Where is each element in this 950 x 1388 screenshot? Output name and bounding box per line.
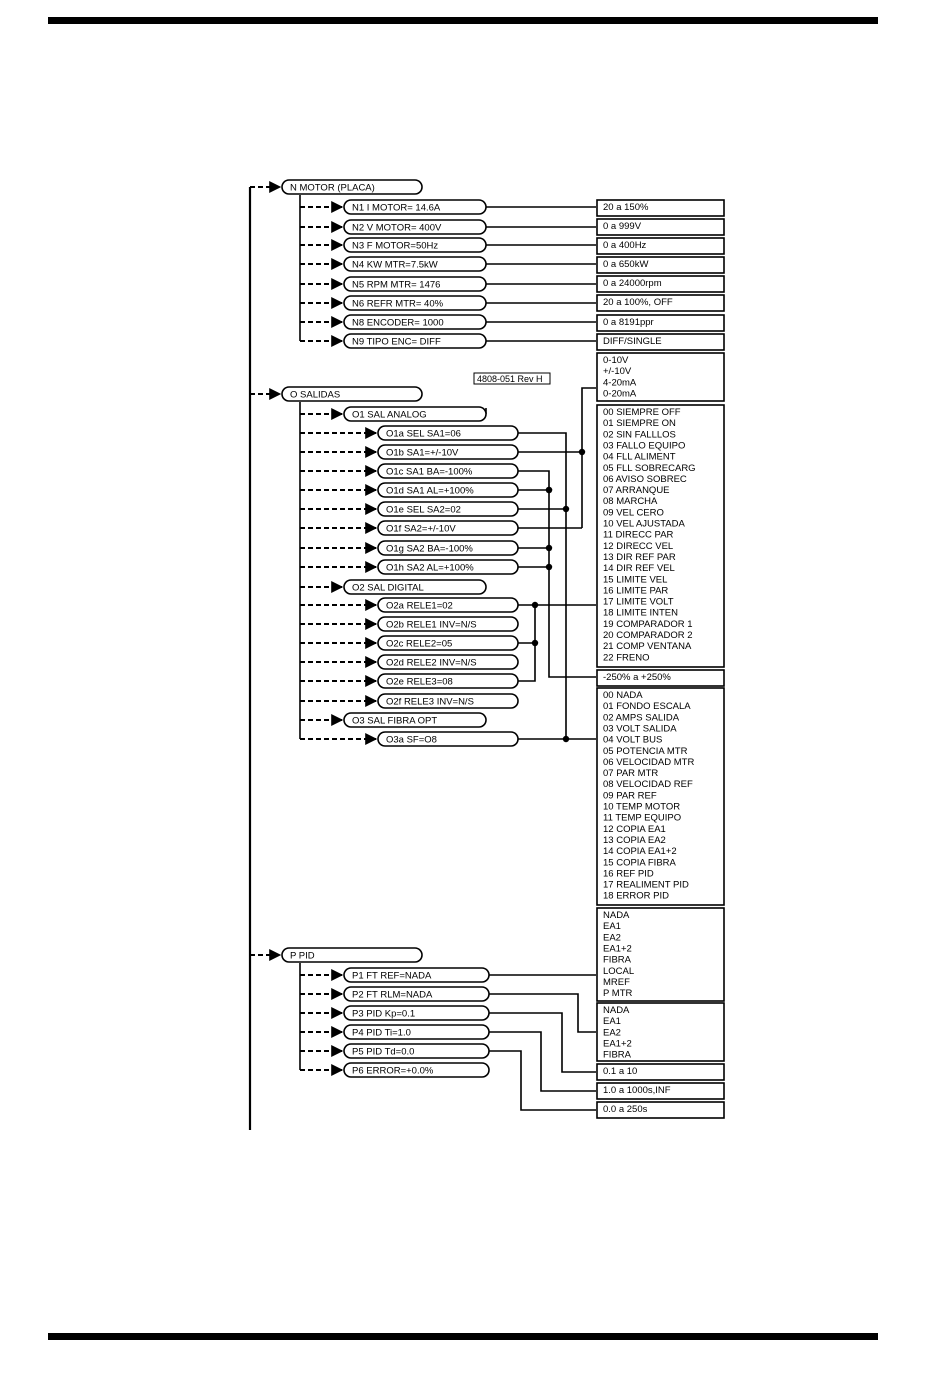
motor-param-label: N9 TIPO ENC= DIFF [352, 336, 441, 348]
motor-param-label: N1 I MOTOR= 14.6A [352, 202, 441, 214]
salidas-param-label: O1h SA2 AL=+100% [386, 562, 474, 574]
pid-param-label: P4 PID Ti=1.0 [352, 1027, 411, 1039]
relay-options-box-line: 02 SIN FALLLOS [603, 429, 676, 441]
relay-options-box-line: 08 MARCHA [603, 496, 658, 508]
pid-ref-options-box-line: P MTR [603, 988, 633, 1000]
salidas-param-label: O1f SA2=+/-10V [386, 523, 456, 535]
volt-path [518, 388, 596, 452]
salidas-param-label: O1b SA1=+/-10V [386, 447, 459, 459]
motor-param-label: N8 ENCODER= 1000 [352, 317, 444, 329]
salidas-param-label: O2e RELE3=08 [386, 676, 453, 688]
analog-options-box-line: 15 COPIA FIBRA [603, 857, 676, 869]
range-box-n9-line: DIFF/SINGLE [603, 336, 662, 347]
pid-fb-options-box-line: EA1+2 [603, 1038, 632, 1050]
junction-dot [546, 487, 552, 493]
salidas-param-label: O2c RELE2=05 [386, 638, 453, 650]
pid-param-label: P6 ERROR=+0.0% [352, 1065, 434, 1077]
junction-dot [532, 602, 538, 608]
range-box-n4-line: 0 a 650kW [603, 259, 649, 270]
analog-options-box-line: 17 REALIMENT PID [603, 879, 689, 891]
relay-options-box-line: 05 FLL SOBRECARG [603, 462, 696, 474]
junction-dot [563, 506, 569, 512]
pid-param-label: P1 FT REF=NADA [352, 970, 432, 982]
group-pid-label: P PID [290, 950, 315, 962]
relay-options-box-line: 13 DIR REF PAR [603, 551, 676, 563]
relay-options-box-line: 19 COMPARADOR 1 [603, 618, 693, 630]
analog-options-box-line: 11 TEMP EQUIPO [603, 812, 682, 824]
salidas-param-label: O1g SA2 BA=-100% [386, 543, 473, 555]
relay-options-box-line: 00 SIEMPRE OFF [603, 407, 681, 418]
motor-param-label: N5 RPM MTR= 1476 [352, 279, 441, 291]
relay-options-box-line: 22 FRENO [603, 652, 650, 664]
relay-options-box-line: 07 ARRANQUE [603, 485, 670, 497]
relay-options-box-line: 17 LIMITE VOLT [603, 596, 674, 608]
analog-options-box-line: 01 FONDO ESCALA [603, 701, 691, 713]
relay-options-box-line: 12 DIRECC VEL [603, 540, 674, 552]
motor-param-label: N4 KW MTR=7.5kW [352, 259, 438, 271]
relay-options-box-line: 03 FALLO EQUIPO [603, 440, 686, 452]
pid-fb-options-box-line: EA1 [603, 1016, 621, 1028]
pid-ref-options-box-line: NADA [603, 910, 630, 921]
salidas-param-label: O2d RELE2 INV=N/S [386, 657, 477, 669]
ti-range-box-line: 1.0 a 1000s,INF [603, 1085, 671, 1096]
pid-fb-options-box-line: FIBRA [603, 1049, 631, 1061]
salidas-param-label: O2b RELE1 INV=N/S [386, 619, 477, 631]
pid-param-label: P2 FT RLM=NADA [352, 989, 433, 1001]
range-box-n5-line: 0 a 24000rpm [603, 278, 662, 289]
relay-options-box-line: 09 VEL CERO [603, 507, 664, 519]
analog-options-box-line: 12 COPIA EA1 [603, 823, 666, 835]
relay-options-box-line: 20 COMPARADOR 2 [603, 630, 693, 641]
range-box-n1-line: 20 a 150% [603, 202, 649, 213]
analog-options-box-line: 04 VOLT BUS [603, 734, 663, 746]
pid-param-label: P3 PID Kp=0.1 [352, 1008, 416, 1020]
p5-path [489, 1051, 596, 1110]
pid-ref-options-box-line: EA1 [603, 921, 621, 933]
salidas-param-label: O1a SEL SA1=06 [386, 428, 461, 440]
group-motor-label: N MOTOR (PLACA) [290, 182, 375, 194]
pid-fb-options-box-line: EA2 [603, 1027, 621, 1039]
salidas-param-label: O2f RELE3 INV=N/S [386, 696, 474, 708]
relay-options-box-line: 10 VEL AJUSTADA [603, 518, 685, 530]
analog-options-box-line: 09 PAR REF [603, 790, 657, 802]
salidas-param-label: O3 SAL FIBRA OPT [352, 715, 438, 727]
relay-options-box-line: 15 LIMITE VEL [603, 574, 668, 586]
salidas-param-label: O2a RELE1=02 [386, 600, 453, 612]
relay2-path [518, 605, 535, 643]
revision-tag: 4808-051 Rev H [477, 374, 543, 384]
analog-options-box-line: 13 COPIA EA2 [603, 834, 666, 846]
relay-options-box-line: 18 LIMITE INTEN [603, 607, 678, 619]
junction-dot [532, 640, 538, 646]
volt-range-box-line: 0-20mA [603, 388, 637, 400]
td-range-box-line: 0.0 a 250s [603, 1104, 648, 1115]
salidas-param-label: O1 SAL ANALOG [352, 409, 427, 421]
motor-param-label: N3 F MOTOR=50Hz [352, 240, 439, 252]
relay-options-box-line: 21 COMP VENTANA [603, 641, 692, 653]
salidas-param-label: O2 SAL DIGITAL [352, 582, 424, 594]
scale-range-box-line: -250% a +250% [603, 672, 671, 683]
volt-range-box-line: +/-10V [603, 366, 632, 378]
analog-options-box-line: 00 NADA [603, 690, 643, 701]
pid-ref-options-box-line: EA2 [603, 932, 621, 944]
analog-options-box-line: 02 AMPS SALIDA [603, 712, 680, 724]
analog-options-box-line: 14 COPIA EA1+2 [603, 846, 677, 858]
relay-options-box-line: 01 SIEMPRE ON [603, 418, 676, 430]
analog-options-box-line: 06 VELOCIDAD MTR [603, 756, 695, 768]
motor-param-label: N2 V MOTOR= 400V [352, 222, 442, 234]
junction-dot [579, 449, 585, 455]
relay-options-box-line: 04 FLL ALIMENT [603, 451, 676, 463]
kp-range-box-line: 0.1 a 10 [603, 1066, 638, 1077]
analog-options-box-line: 08 VELOCIDAD REF [603, 779, 693, 791]
p3-path [489, 1013, 596, 1072]
junction-dot [546, 545, 552, 551]
relay-options-box-line: 11 DIRECC PAR [603, 529, 674, 541]
pid-fb-options-box-line: NADA [603, 1005, 630, 1016]
salidas-param-label: O1e SEL SA2=02 [386, 504, 461, 516]
analog-options-box-line: 16 REF PID [603, 868, 654, 880]
salidas-param-label: O1c SA1 BA=-100% [386, 466, 473, 478]
relay-options-box-line: 06 AVISO SOBREC [603, 473, 687, 485]
group-salidas-label: O SALIDAS [290, 389, 341, 401]
p4-path [489, 1032, 596, 1091]
sel-to-analog-path [518, 433, 566, 739]
relay3-path [518, 643, 535, 681]
pid-ref-options-box-line: MREF [603, 976, 630, 988]
pid-ref-options-box-line: FIBRA [603, 954, 631, 966]
analog-options-box-line: 18 ERROR PID [603, 890, 669, 902]
analog-options-box-line: 03 VOLT SALIDA [603, 723, 677, 735]
pid-ref-options-box-line: EA1+2 [603, 943, 632, 955]
junction-dot [546, 564, 552, 570]
pid-param-label: P5 PID Td=0.0 [352, 1046, 415, 1058]
relay-options-box-line: 16 LIMITE PAR [603, 585, 669, 597]
range-box-n3-line: 0 a 400Hz [603, 240, 647, 251]
range-box-n2-line: 0 a 999V [603, 221, 642, 232]
analog-options-box-line: 07 PAR MTR [603, 768, 659, 780]
salidas-param-label: O3a SF=O8 [386, 734, 437, 746]
scale-path [518, 471, 596, 677]
junction-dot [563, 736, 569, 742]
range-box-n6-line: 20 a 100%, OFF [603, 297, 673, 308]
motor-param-label: N6 REFR MTR= 40% [352, 298, 444, 310]
analog-options-box-line: 10 TEMP MOTOR [603, 801, 681, 813]
volt-range-box-line: 4-20mA [603, 377, 637, 389]
pid-ref-options-box-line: LOCAL [603, 965, 635, 977]
volt-range-box-line: 0-10V [603, 355, 629, 366]
diagram-nodes [282, 180, 724, 1118]
relay-options-box-line: 14 DIR REF VEL [603, 563, 675, 575]
range-box-n8-line: 0 a 8191ppr [603, 317, 654, 328]
salidas-param-label: O1d SA1 AL=+100% [386, 485, 474, 497]
analog-options-box-line: 05 POTENCIA MTR [603, 745, 688, 757]
